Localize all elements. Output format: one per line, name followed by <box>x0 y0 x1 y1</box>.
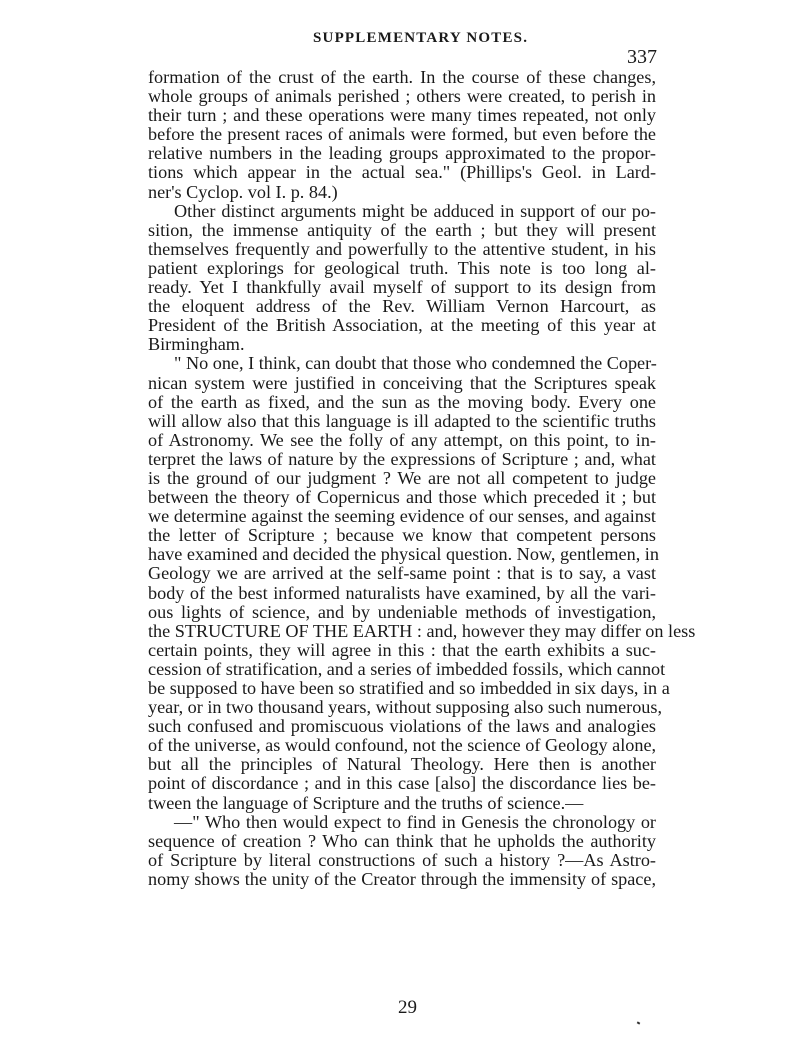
text-line: we determine against the seeming evidence of our senses, and against <box>148 506 656 527</box>
text-line: relative numbers in the leading groups approximated to the propor- <box>148 143 656 164</box>
text-line: of the earth as fixed, and the sun as the moving body. Every one <box>148 391 656 412</box>
body-text <box>148 67 696 889</box>
text-line: is the ground of our judgment ? We are not all competent to judge <box>148 467 656 488</box>
text-line: such confused and promiscuous violations of the laws and analogies <box>148 716 656 737</box>
text-line: ready. Yet I thankfully avail myself of support to its design from <box>148 277 656 298</box>
text-line: year, or in two thousand years, without supposing also such numerous, <box>148 697 663 718</box>
print-speck <box>637 1021 641 1024</box>
text-line: of the universe, as would confound, not the science of Geology alone, <box>148 735 657 756</box>
text-line: the eloquent address of the Rev. William Vernon Harcourt, as <box>148 296 656 317</box>
text-line: Geology we are arrived at the self-same point : that is to say, a vast <box>148 563 656 584</box>
text-line: —" Who then would expect to find in Genesis the chronology or <box>174 811 656 832</box>
signature-mark: 29 <box>398 997 417 1018</box>
text-line: be supposed to have been so stratified and so imbedded in six days, in a <box>148 678 670 698</box>
text-line: Other distinct arguments might be adduced in support of our po- <box>174 200 656 221</box>
text-line: President of the British Association, at the meeting of this year at <box>148 315 656 336</box>
text-line: but all the principles of Natural Theology. Here then is another <box>148 754 656 775</box>
text-line: between the theory of Copernicus and those which preceded it ; but <box>148 487 656 508</box>
text-line: ner's Cyclop. vol I. p. 84.) <box>148 181 338 202</box>
text-line: before the present races of animals were formed, but even before the <box>148 124 656 145</box>
text-line: tions which appear in the actual sea." (Phillips's Geol. in Lard- <box>148 162 656 183</box>
text-line: whole groups of animals perished ; others were created, to perish in <box>148 86 656 107</box>
text-line: the STRUCTURE OF THE EARTH : and, however they may differ on less <box>148 620 696 641</box>
running-head: SUPPLEMENTARY NOTES. <box>313 30 529 46</box>
text-line: sition, the immense antiquity of the earth ; but they will present <box>148 219 656 240</box>
text-line: will allow also that this language is ill adapted to the scientific truths <box>148 410 656 431</box>
text-line: sequence of creation ? Who can think that he upholds the authority <box>148 830 656 851</box>
text-line: their turn ; and these operations were many times repeated, not only <box>148 105 656 126</box>
text-line: Birmingham. <box>148 334 245 355</box>
text-line: of Astronomy. We see the folly of any attempt, on this point, to in- <box>148 429 656 450</box>
text-line: of Scripture by literal constructions of such a history ?—As Astro- <box>148 849 656 870</box>
text-line: " No one, I think, can doubt that those who condemned the Coper- <box>174 353 657 374</box>
text-line: ous lights of science, and by undeniable methods of investigation, <box>148 601 656 622</box>
text-line: formation of the crust of the earth. In the course of these changes, <box>148 67 656 87</box>
text-line: point of discordance ; and in this case [also] the discordance lies be- <box>148 773 656 794</box>
text-line: the letter of Scripture ; because we know that competent persons <box>148 525 656 546</box>
text-line: have examined and decided the physical question. Now, gentlemen, in <box>148 544 659 565</box>
text-line: themselves frequently and powerfully to the attentive student, in his <box>148 238 656 259</box>
page-number: 337 <box>627 46 657 68</box>
text-line: certain points, they will agree in this : that the earth exhibits a suc- <box>148 639 656 660</box>
text-line: terpret the laws of nature by the expressions of Scripture ; and, what <box>148 448 656 469</box>
text-line: cession of stratification, and a series of imbedded fossils, which cannot <box>148 658 666 679</box>
text-line: nican system were justified in conceiving that the Scriptures speak <box>148 372 656 393</box>
text-line: tween the language of Scripture and the truths of science.— <box>148 792 584 813</box>
text-line: patient explorings for geological truth. This note is too long al- <box>148 257 656 278</box>
text-line: nomy shows the unity of the Creator through the immensity of space, <box>148 868 656 889</box>
text-line: body of the best informed naturalists have examined, by all the vari- <box>148 582 656 603</box>
